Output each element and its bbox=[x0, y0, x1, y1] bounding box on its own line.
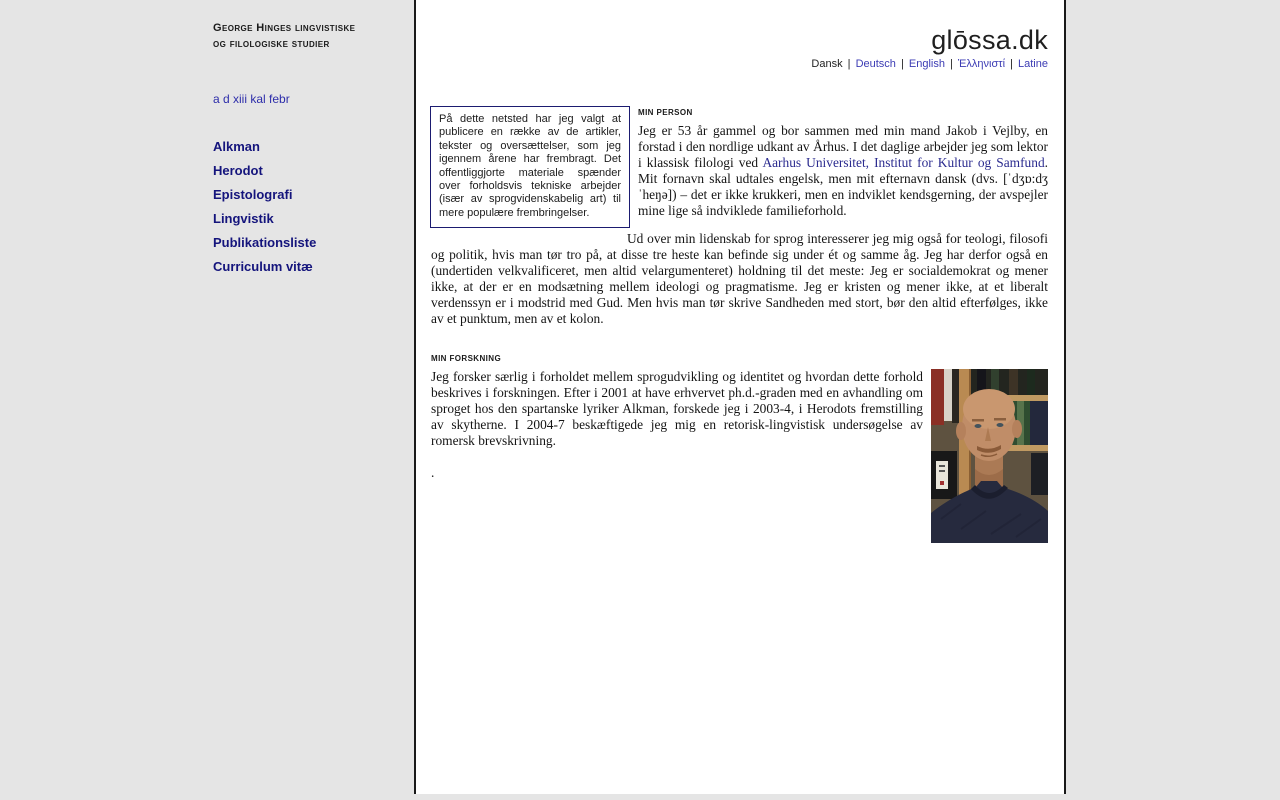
min-person-paragraph-1 bbox=[638, 123, 1048, 219]
min-person-heading: MIN PERSON bbox=[638, 108, 693, 117]
language-link-english[interactable]: English bbox=[908, 58, 945, 70]
sidebar-item-lingvistik[interactable]: Lingvistik bbox=[213, 211, 274, 226]
sidebar-menu bbox=[213, 140, 403, 273]
site-owner-title-line2: og filologiske studier bbox=[213, 38, 330, 50]
trailing-dot-paragraph: . bbox=[431, 465, 435, 480]
language-link-latine[interactable]: Latine bbox=[1018, 58, 1048, 70]
language-separator: | bbox=[847, 58, 851, 70]
roman-date-link[interactable]: a d xiii kal febr bbox=[213, 92, 290, 106]
sidebar-item-curriculum-vitae[interactable]: Curriculum vitæ bbox=[213, 259, 313, 274]
sidebar-item-epistolografi[interactable]: Epistolografi bbox=[213, 187, 293, 202]
min-forskning-paragraph: Jeg forsker særlig i forholdet mellem sprogudvikling og identitet og hvordan dette forhold beskrives i forskningen. Efter i 2001 at have erhvervet ph.d.-graden med en avhandling om sproget hos den spartanske lyriker Alkman, forskede jeg i 2003-4, i Herodots fremstilling av skytherne. I 2004-7 beskæftigede jeg mig en retorisk-lingvistisk undersøgelse av romersk brevskrivning. bbox=[431, 369, 923, 448]
sidebar-item-alkman[interactable]: Alkman bbox=[213, 139, 260, 154]
language-separator: | bbox=[950, 58, 953, 70]
sidebar-item-publikationsliste[interactable]: Publikationsliste bbox=[213, 235, 317, 250]
language-link-deutsch[interactable]: Deutsch bbox=[855, 58, 896, 70]
language-switcher bbox=[416, 58, 1048, 70]
site-owner-title-line1: George Hinges lingvistiske bbox=[213, 22, 356, 34]
language-current-dansk: Dansk bbox=[811, 58, 843, 70]
section-min-forskning bbox=[431, 354, 1048, 481]
min-person-p1-after: . Mit fornavn skal udtales engelsk, men mit efternavn dansk (dvs. [ˈdʒɒ:dʒ ˈheŋə]) – det er ikke krukkeri, men en indviklet kendsgerning, der avspejler mine lige så indviklede familieforhold. bbox=[638, 155, 1048, 218]
intro-text-box: På dette netsted har jeg valgt at publicere en række av de artikler, tekster og oversættelser, som jeg igennem årene har frembragt. Det offentliggjorte materiale spænder over forholdsvis tekniske arbejder (især av sprogvidenskabelig art) til mere populære frembringelser. bbox=[430, 106, 630, 228]
min-person-paragraph-2: Ud over min lidenskab for sprog interesserer jeg mig også for teologi, filosofi og politik, hvis man tør tro på, at disse tre heste kan befinde sig under ét og samme åg. Jeg har derfor også en (undertiden velkvalificeret, men altid velargumenteret) holdning til det meste: Jeg er socialdemokrat og mener ikke, at der er en modsætning mellem ideologi og pragmatisme. Jeg er kristen og mener ikke, at et liberalt verdenssyn er i modstrid med Gud. Men hvis man tør skrive Sandheden med stort, bør den altid efterfølges, ikke av et punktum, men av et kolon. bbox=[431, 231, 1048, 326]
language-separator: | bbox=[1010, 58, 1013, 70]
language-link-greek[interactable]: Ἑλληνιστί bbox=[957, 58, 1006, 70]
language-separator: | bbox=[900, 58, 904, 70]
content-column bbox=[414, 0, 1066, 794]
page-title: glōssa.dk bbox=[931, 25, 1048, 55]
min-person-p1-before: Jeg er 53 år gammel og bor sammen med min mand Jakob i Vejlby, en forstad i den nordlige udkant av Århus. I det daglige arbejder jeg som lektor i klassisk filologi ved bbox=[638, 123, 1048, 170]
min-forskning-heading: MIN FORSKNING bbox=[431, 354, 502, 363]
sidebar-item-herodot[interactable]: Herodot bbox=[213, 163, 263, 178]
min-forskning-body bbox=[431, 369, 1048, 481]
site-owner-title bbox=[213, 20, 403, 52]
sidebar bbox=[213, 20, 403, 284]
aarhus-universitet-link[interactable]: Aarhus Universitet, Institut for Kultur og Samfund bbox=[762, 155, 1045, 170]
portrait-photo bbox=[931, 369, 1048, 543]
